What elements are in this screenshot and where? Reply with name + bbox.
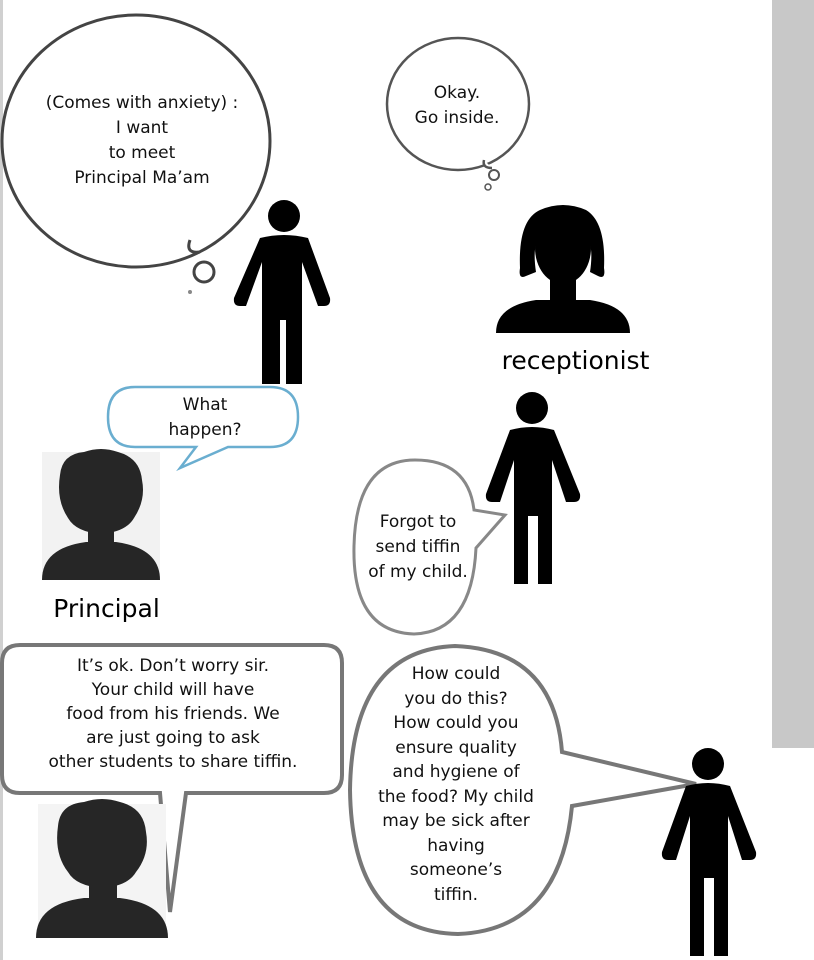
principal-speech-text-1: What happen? — [168, 395, 242, 440]
parent-figure-2 — [486, 392, 580, 584]
principal-silhouette-1 — [42, 449, 160, 580]
right-gray-bar — [772, 0, 814, 748]
receptionist-label: receptionist — [501, 346, 650, 375]
principal-label: Principal — [53, 594, 160, 623]
parent-speech-text-2: How could you do this? How could you ensure quality and hygiene of the food? My child may be sick after having someone’s tiffin. — [378, 664, 534, 905]
right-bar-gap — [772, 748, 814, 960]
receptionist-silhouette — [496, 205, 630, 333]
parent-thought-text: (Comes with anxiety) : I want to meet Principal Ma’am — [45, 93, 239, 188]
parent-figure-1 — [234, 200, 330, 384]
parent-speech-text-1: Forgot to send tiffin of my child. — [368, 512, 468, 582]
principal-silhouette-2 — [36, 799, 168, 938]
principal-speech-text-2: It’s ok. Don’t worry sir. Your child will have food from his friends. We are just going to ask other students to share tiffin. — [48, 656, 298, 772]
receptionist-thought-text: Okay. Go inside. — [414, 83, 500, 128]
